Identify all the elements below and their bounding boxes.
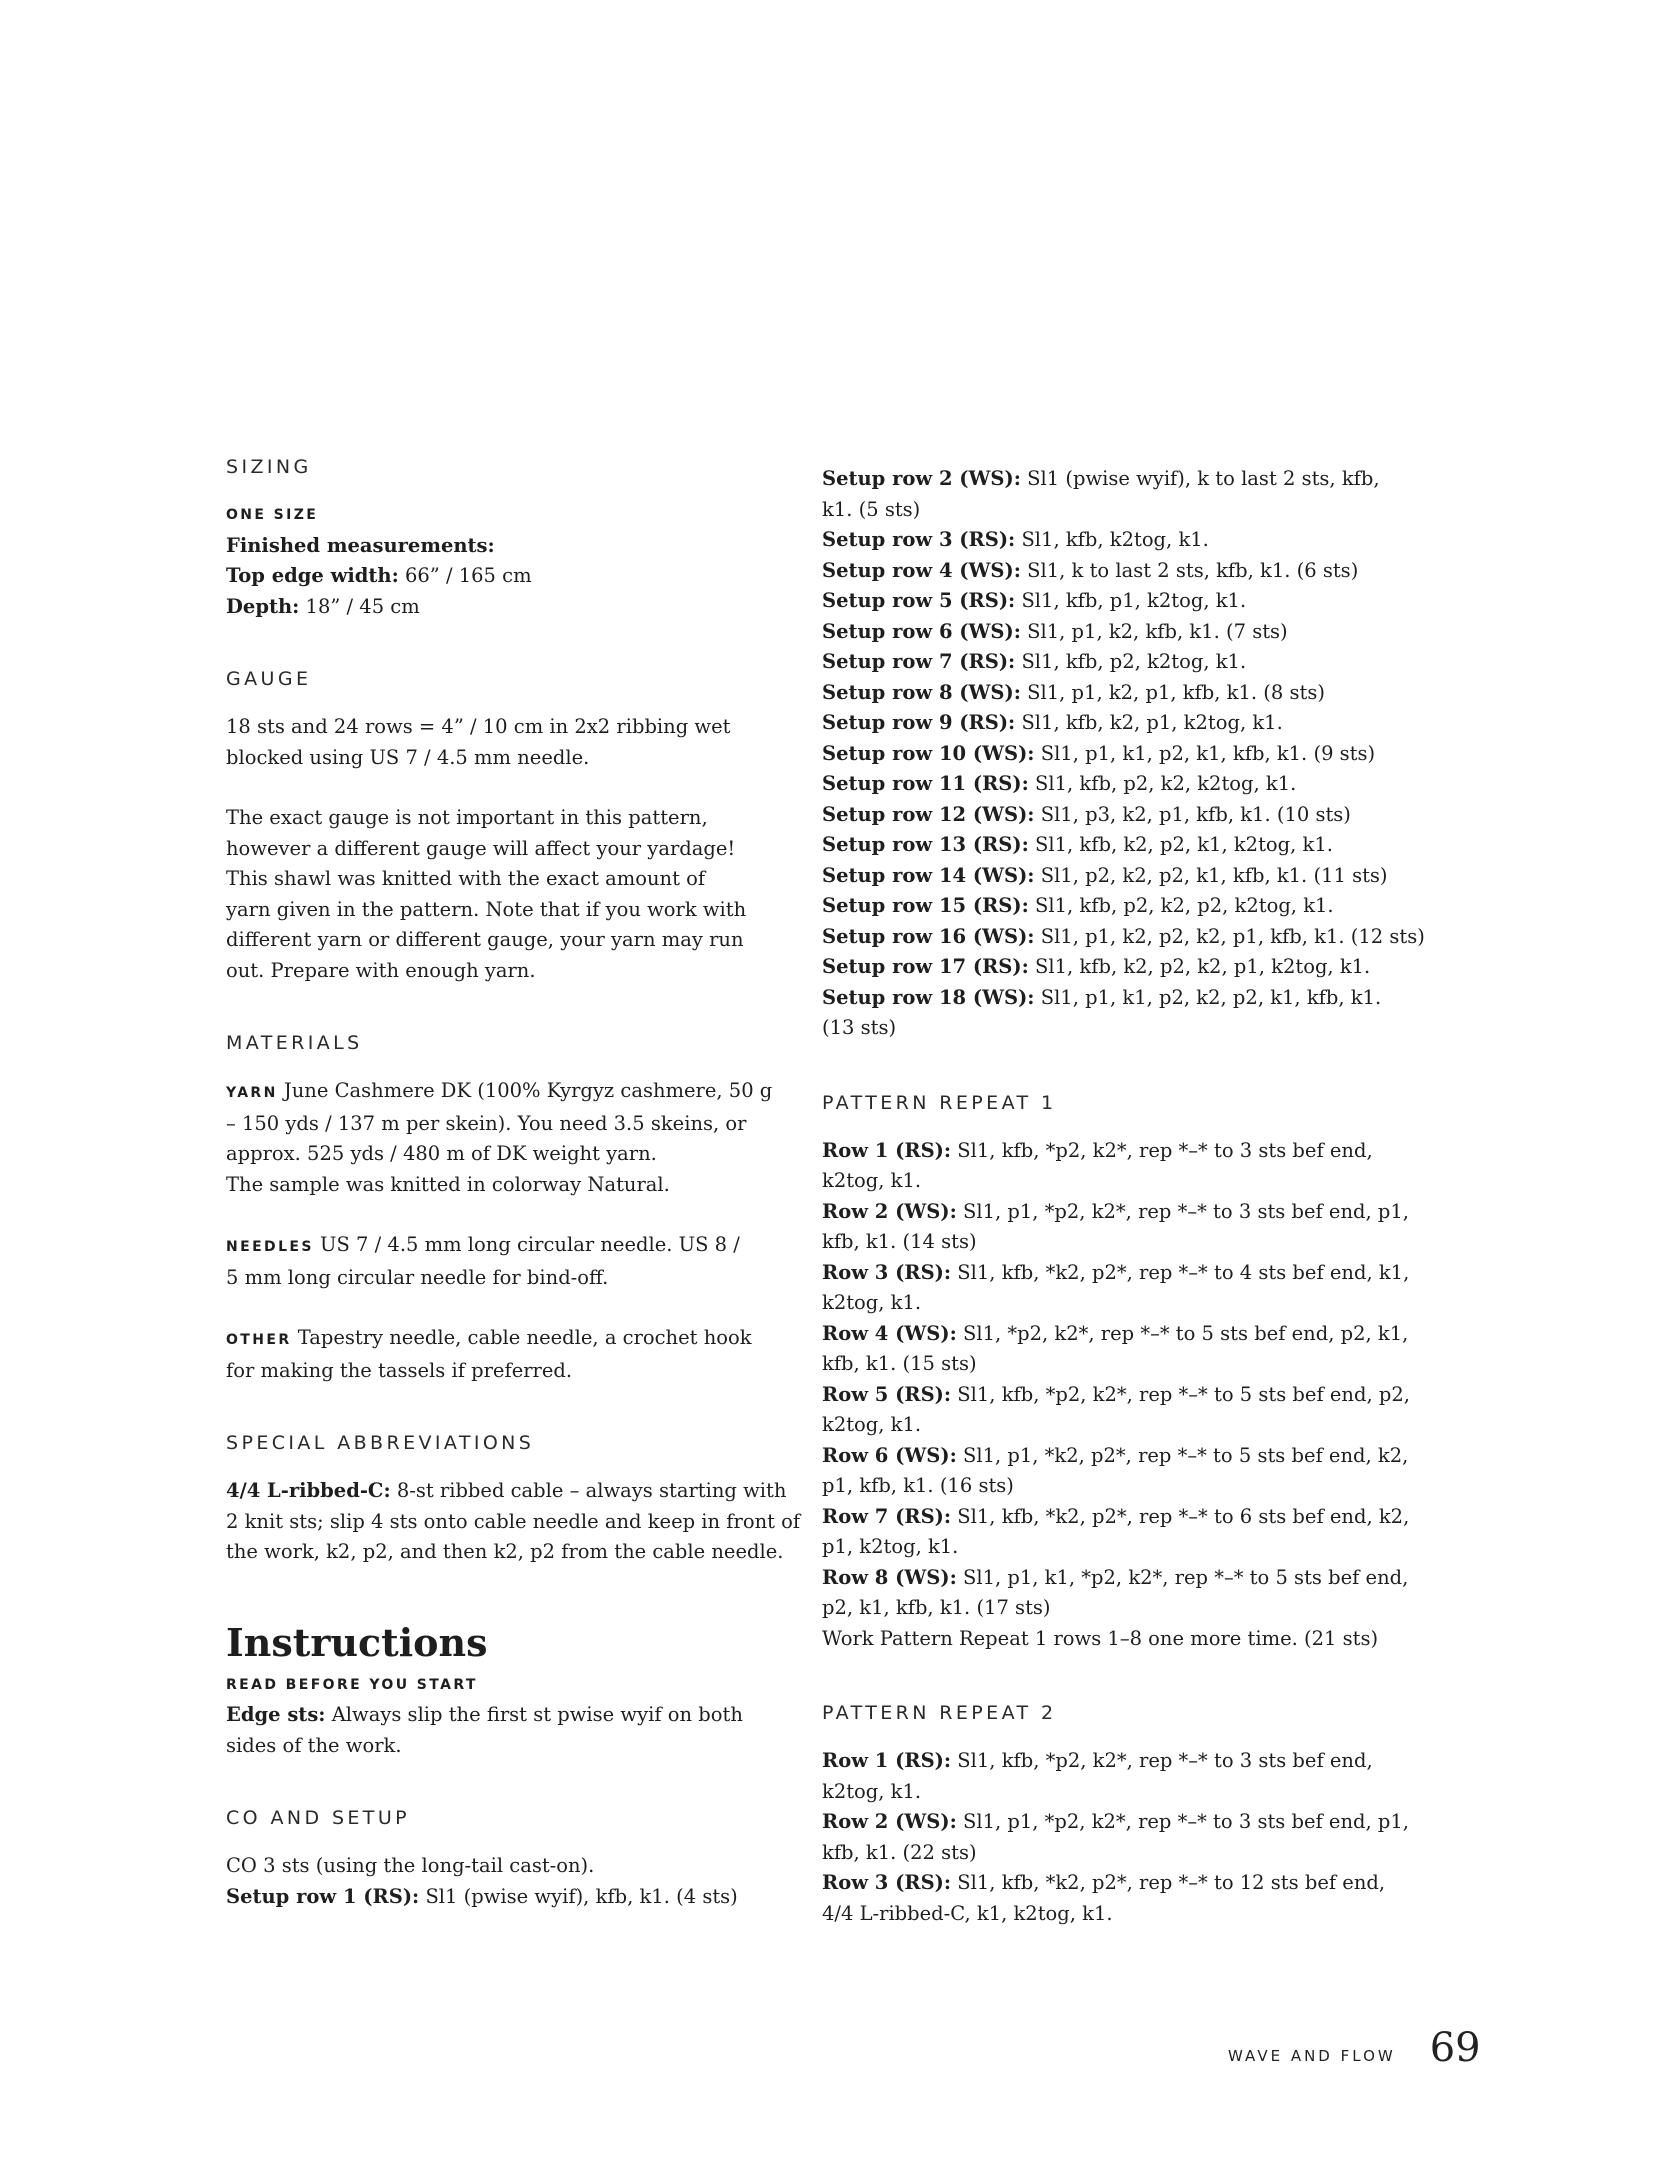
row-label: Setup row 9 (RS): bbox=[822, 711, 1016, 734]
pattern-row bbox=[822, 525, 1382, 556]
pattern-row bbox=[822, 922, 1425, 953]
pattern-row bbox=[822, 708, 1382, 739]
row-text: Sl1, kfb, *p2, k2*, rep *–* to 5 sts bef end, p2, bbox=[951, 1382, 1410, 1406]
row-continuation: 4/4 L-ribbed-C, k1, k2tog, k1. bbox=[822, 1901, 1113, 1925]
other-label: OTHER bbox=[226, 1332, 292, 1348]
yarn-text bbox=[226, 1109, 796, 1201]
row-text: Sl1, p1, k1, p2, k1, kfb, k1. (9 sts) bbox=[1034, 741, 1376, 765]
row-label: Setup row 6 (WS): bbox=[822, 619, 1021, 643]
pattern-row bbox=[822, 1807, 1409, 1838]
special-abbreviations-heading: SPECIAL ABBREVIATIONS bbox=[226, 1432, 535, 1454]
row-continuation: p2, k1, kfb, k1. (17 sts) bbox=[822, 1596, 1051, 1619]
row-text: Sl1, kfb, *p2, k2*, rep *–* to 3 sts bef end, bbox=[951, 1138, 1373, 1162]
row-continuation: kfb, k1. (22 sts) bbox=[822, 1840, 977, 1864]
pattern-row bbox=[822, 769, 1382, 800]
row-label: Setup row 11 (RS): bbox=[822, 772, 1029, 795]
needles-label: NEEDLES bbox=[226, 1239, 314, 1255]
finished-measurements-label: Finished measurements: bbox=[226, 533, 495, 557]
row-text: Sl1, kfb, p1, k2tog, k1. bbox=[1015, 589, 1247, 612]
row-label: Setup row 3 (RS): bbox=[822, 528, 1016, 551]
row-label: Setup row 18 (WS): bbox=[822, 985, 1035, 1009]
instructions-title: Instructions bbox=[226, 1619, 488, 1665]
row-text: Sl1, kfb, k2, p2, k2, p1, k2tog, k1. bbox=[1028, 955, 1371, 978]
row-label: Row 6 (WS): bbox=[822, 1443, 957, 1467]
pattern-row bbox=[822, 800, 1382, 831]
gauge-heading: GAUGE bbox=[226, 668, 312, 690]
row-text: Sl1, kfb, k2, p2, k1, k2tog, k1. bbox=[1028, 833, 1333, 856]
row-label: Row 2 (WS): bbox=[822, 1810, 957, 1833]
row-continuation: k2tog, k1. bbox=[822, 1779, 922, 1803]
text-line: however a different gauge will affect your yardage! bbox=[226, 836, 736, 860]
row-text: Sl1, kfb, p2, k2, p2, k2tog, k1. bbox=[1028, 894, 1334, 917]
text-line: This shawl was knitted with the exact amount of bbox=[226, 867, 706, 890]
text-line: 18 sts and 24 rows = 4” / 10 cm in 2x2 ribbing wet bbox=[226, 715, 731, 738]
pattern-repeat-1-list bbox=[822, 1136, 1410, 1624]
text-line: The exact gauge is not important in this pattern, bbox=[226, 806, 708, 829]
row-label: Setup row 15 (RS): bbox=[822, 894, 1029, 917]
pattern-row bbox=[822, 1380, 1410, 1411]
read-before-label: READ BEFORE YOU START bbox=[226, 1676, 478, 1693]
abbrev-text bbox=[226, 1507, 801, 1568]
row-text: Sl1, kfb, *p2, k2*, rep *–* to 3 sts bef end, bbox=[951, 1749, 1373, 1772]
sizing-heading: SIZING bbox=[226, 456, 312, 478]
row-label: Row 7 (RS): bbox=[822, 1504, 952, 1528]
row-label: Setup row 5 (RS): bbox=[822, 589, 1016, 612]
row-text: Sl1, kfb, k2tog, k1. bbox=[1015, 528, 1209, 551]
row-continuation: k2tog, k1. bbox=[822, 1291, 922, 1314]
row-label: Row 4 (WS): bbox=[822, 1321, 957, 1345]
depth-label: Depth: bbox=[226, 594, 300, 618]
row-label: Setup row 8 (WS): bbox=[822, 680, 1021, 704]
row-label: Row 3 (RS): bbox=[822, 1260, 952, 1284]
one-size-label: ONE SIZE bbox=[226, 507, 319, 523]
other-line-2: for making the tassels if preferred. bbox=[226, 1358, 573, 1382]
pattern-row bbox=[822, 830, 1382, 861]
pattern-repeat-2-heading: PATTERN REPEAT 2 bbox=[822, 1702, 1057, 1724]
left-column bbox=[226, 452, 801, 1912]
row-label: Setup row 4 (WS): bbox=[822, 558, 1021, 582]
row-text: Sl1, kfb, *k2, p2*, rep *–* to 4 sts bef end, k1, bbox=[951, 1260, 1410, 1284]
pattern-row bbox=[822, 1197, 1409, 1228]
row-label: Row 1 (RS): bbox=[822, 1138, 952, 1162]
row-text: Sl1, kfb, p2, k2tog, k1. bbox=[1015, 650, 1247, 673]
row-text: Sl1, p1, k1, p2, k2, p2, k1, kfb, k1. bbox=[1034, 985, 1382, 1009]
pattern-row bbox=[822, 1319, 1409, 1350]
text-line: out. Prepare with enough yarn. bbox=[226, 958, 536, 982]
row-label: Setup row 7 (RS): bbox=[822, 650, 1016, 673]
row-continuation: k2tog, k1. bbox=[822, 1413, 922, 1436]
top-edge-value: 66” / 165 cm bbox=[398, 564, 532, 587]
pattern-row bbox=[822, 647, 1382, 678]
pattern-row bbox=[822, 1258, 1410, 1289]
edge-line-2: sides of the work. bbox=[226, 1733, 402, 1757]
edge-line-1: Always slip the first st pwise wyif on both bbox=[325, 1703, 743, 1726]
page-footer bbox=[1228, 2025, 1481, 2071]
yarn-label: YARN bbox=[226, 1085, 278, 1101]
edge-sts-label: Edge sts: bbox=[226, 1703, 326, 1726]
abbrev-label: 4/4 L-ribbed-C: bbox=[226, 1479, 391, 1502]
row-text: Sl1, p1, *p2, k2*, rep *–* to 3 sts bef end, p1, bbox=[956, 1199, 1409, 1223]
needles-line-2: 5 mm long circular needle for bind-off. bbox=[226, 1265, 609, 1289]
row-label: Setup row 17 (RS): bbox=[822, 955, 1029, 978]
row-label: Row 3 (RS): bbox=[822, 1871, 952, 1894]
gauge-text bbox=[226, 712, 796, 773]
pattern-row bbox=[822, 861, 1388, 892]
row-label: Row 2 (WS): bbox=[822, 1199, 957, 1223]
pattern-row bbox=[822, 617, 1382, 648]
pattern-row bbox=[822, 952, 1382, 983]
row-text: Sl1, p1, k2, kfb, k1. (7 sts) bbox=[1020, 619, 1288, 643]
pattern-row bbox=[822, 1563, 1409, 1594]
pattern-row bbox=[822, 464, 1382, 495]
footer-title: WAVE AND FLOW bbox=[1228, 2047, 1396, 2065]
pattern-row bbox=[822, 1136, 1382, 1167]
text-line: – 150 yds / 137 m per skein). You need 3.5 skeins, or bbox=[226, 1111, 747, 1135]
row-text: Sl1, kfb, k2, p1, k2tog, k1. bbox=[1015, 711, 1283, 734]
row-continuation: k1. (5 sts) bbox=[822, 497, 921, 521]
row-text: Sl1, kfb, p2, k2, k2tog, k1. bbox=[1028, 772, 1297, 795]
setup-row-1-label: Setup row 1 (RS): bbox=[226, 1884, 420, 1908]
pattern-row bbox=[822, 983, 1382, 1014]
pattern-row bbox=[822, 1502, 1410, 1533]
row-continuation: kfb, k1. (14 sts) bbox=[822, 1230, 977, 1253]
row-label: Setup row 14 (WS): bbox=[822, 863, 1035, 887]
text-line: different yarn or different gauge, your yarn may run bbox=[226, 928, 744, 951]
row-text: Sl1, p1, k2, p1, kfb, k1. (8 sts) bbox=[1020, 680, 1325, 704]
row-text: Sl1, p1, k2, p2, k2, p1, kfb, k1. (12 sts) bbox=[1034, 924, 1425, 948]
row-text: Sl1, kfb, *k2, p2*, rep *–* to 6 sts bef end, k2, bbox=[951, 1504, 1410, 1528]
row-label: Setup row 13 (RS): bbox=[822, 833, 1029, 856]
row-label: Setup row 12 (WS): bbox=[822, 802, 1035, 826]
needles-line-1: US 7 / 4.5 mm long circular needle. US 8 / bbox=[313, 1233, 740, 1256]
co-setup-heading: CO AND SETUP bbox=[226, 1807, 410, 1829]
pattern-row bbox=[822, 1746, 1382, 1777]
yarn-line-1: June Cashmere DK (100% Kyrgyz cashmere, 50 g bbox=[277, 1079, 773, 1102]
row-text: Sl1 (pwise wyif), k to last 2 sts, kfb, bbox=[1020, 467, 1380, 490]
row-continuation: kfb, k1. (15 sts) bbox=[822, 1352, 977, 1375]
row-label: Setup row 2 (WS): bbox=[822, 467, 1021, 490]
pattern-row bbox=[822, 891, 1382, 922]
pattern-repeat-1-note: Work Pattern Repeat 1 rows 1–8 one more time. (21 sts) bbox=[822, 1626, 1379, 1650]
materials-heading: MATERIALS bbox=[226, 1032, 363, 1054]
pattern-repeat-1-heading: PATTERN REPEAT 1 bbox=[822, 1091, 1057, 1114]
text-line: The sample was knitted in colorway Natural. bbox=[226, 1172, 670, 1196]
row-continuation: (13 sts) bbox=[822, 1016, 897, 1039]
other-line-1: Tapestry needle, cable needle, a crochet hook bbox=[291, 1326, 752, 1349]
co-line: CO 3 sts (using the long-tail cast-on). bbox=[226, 1854, 595, 1877]
row-label: Row 1 (RS): bbox=[822, 1749, 952, 1772]
text-line: the work, k2, p2, and then k2, p2 from the cable needle. bbox=[226, 1540, 784, 1563]
pattern-row bbox=[822, 1441, 1409, 1472]
row-label: Setup row 16 (WS): bbox=[822, 924, 1035, 948]
row-continuation: p1, kfb, k1. (16 sts) bbox=[822, 1474, 1014, 1497]
row-continuation: k2tog, k1. bbox=[822, 1169, 922, 1192]
pattern-row bbox=[822, 678, 1382, 709]
row-text: Sl1, p3, k2, p1, kfb, k1. (10 sts) bbox=[1034, 802, 1351, 826]
text-line: yarn given in the pattern. Note that if you work with bbox=[226, 897, 747, 921]
row-text: Sl1, *p2, k2*, rep *–* to 5 sts bef end, p2, k1, bbox=[956, 1321, 1409, 1345]
setup-rows-list bbox=[822, 464, 1425, 1044]
setup-row-1-text: Sl1 (pwise wyif), kfb, k1. (4 sts) bbox=[419, 1884, 738, 1908]
page-number: 69 bbox=[1429, 2025, 1481, 2071]
gauge-note bbox=[226, 803, 796, 986]
depth-value: 18” / 45 cm bbox=[299, 594, 420, 618]
pattern-row bbox=[822, 1868, 1386, 1899]
pattern-row bbox=[822, 586, 1382, 617]
row-text: Sl1, kfb, *k2, p2*, rep *–* to 12 sts bef end, bbox=[951, 1871, 1386, 1894]
abbrev-line-1: 8-st ribbed cable – always starting with bbox=[390, 1479, 787, 1502]
row-label: Row 8 (WS): bbox=[822, 1565, 957, 1589]
row-text: Sl1, p2, k2, p2, k1, kfb, k1. (11 sts) bbox=[1034, 863, 1388, 887]
pattern-repeat-2-list bbox=[822, 1746, 1409, 1929]
pattern-row bbox=[822, 739, 1382, 770]
row-label: Row 5 (RS): bbox=[822, 1382, 952, 1406]
pattern-row bbox=[822, 556, 1382, 587]
right-column bbox=[822, 464, 1425, 1929]
row-text: Sl1, p1, k1, *p2, k2*, rep *–* to 5 sts bef end, bbox=[956, 1565, 1409, 1589]
text-line: approx. 525 yds / 480 m of DK weight yarn. bbox=[226, 1142, 657, 1165]
row-text: Sl1, k to last 2 sts, kfb, k1. (6 sts) bbox=[1020, 558, 1359, 582]
text-line: 2 knit sts; slip 4 sts onto cable needle and keep in front of bbox=[226, 1509, 801, 1533]
text-line: blocked using US 7 / 4.5 mm needle. bbox=[226, 745, 590, 769]
row-continuation: p1, k2tog, k1. bbox=[822, 1535, 959, 1558]
row-label: Setup row 10 (WS): bbox=[822, 741, 1035, 765]
top-edge-label: Top edge width: bbox=[226, 564, 399, 587]
row-text: Sl1, p1, *p2, k2*, rep *–* to 3 sts bef end, p1, bbox=[956, 1810, 1409, 1833]
row-text: Sl1, p1, *k2, p2*, rep *–* to 5 sts bef end, k2, bbox=[956, 1443, 1409, 1467]
